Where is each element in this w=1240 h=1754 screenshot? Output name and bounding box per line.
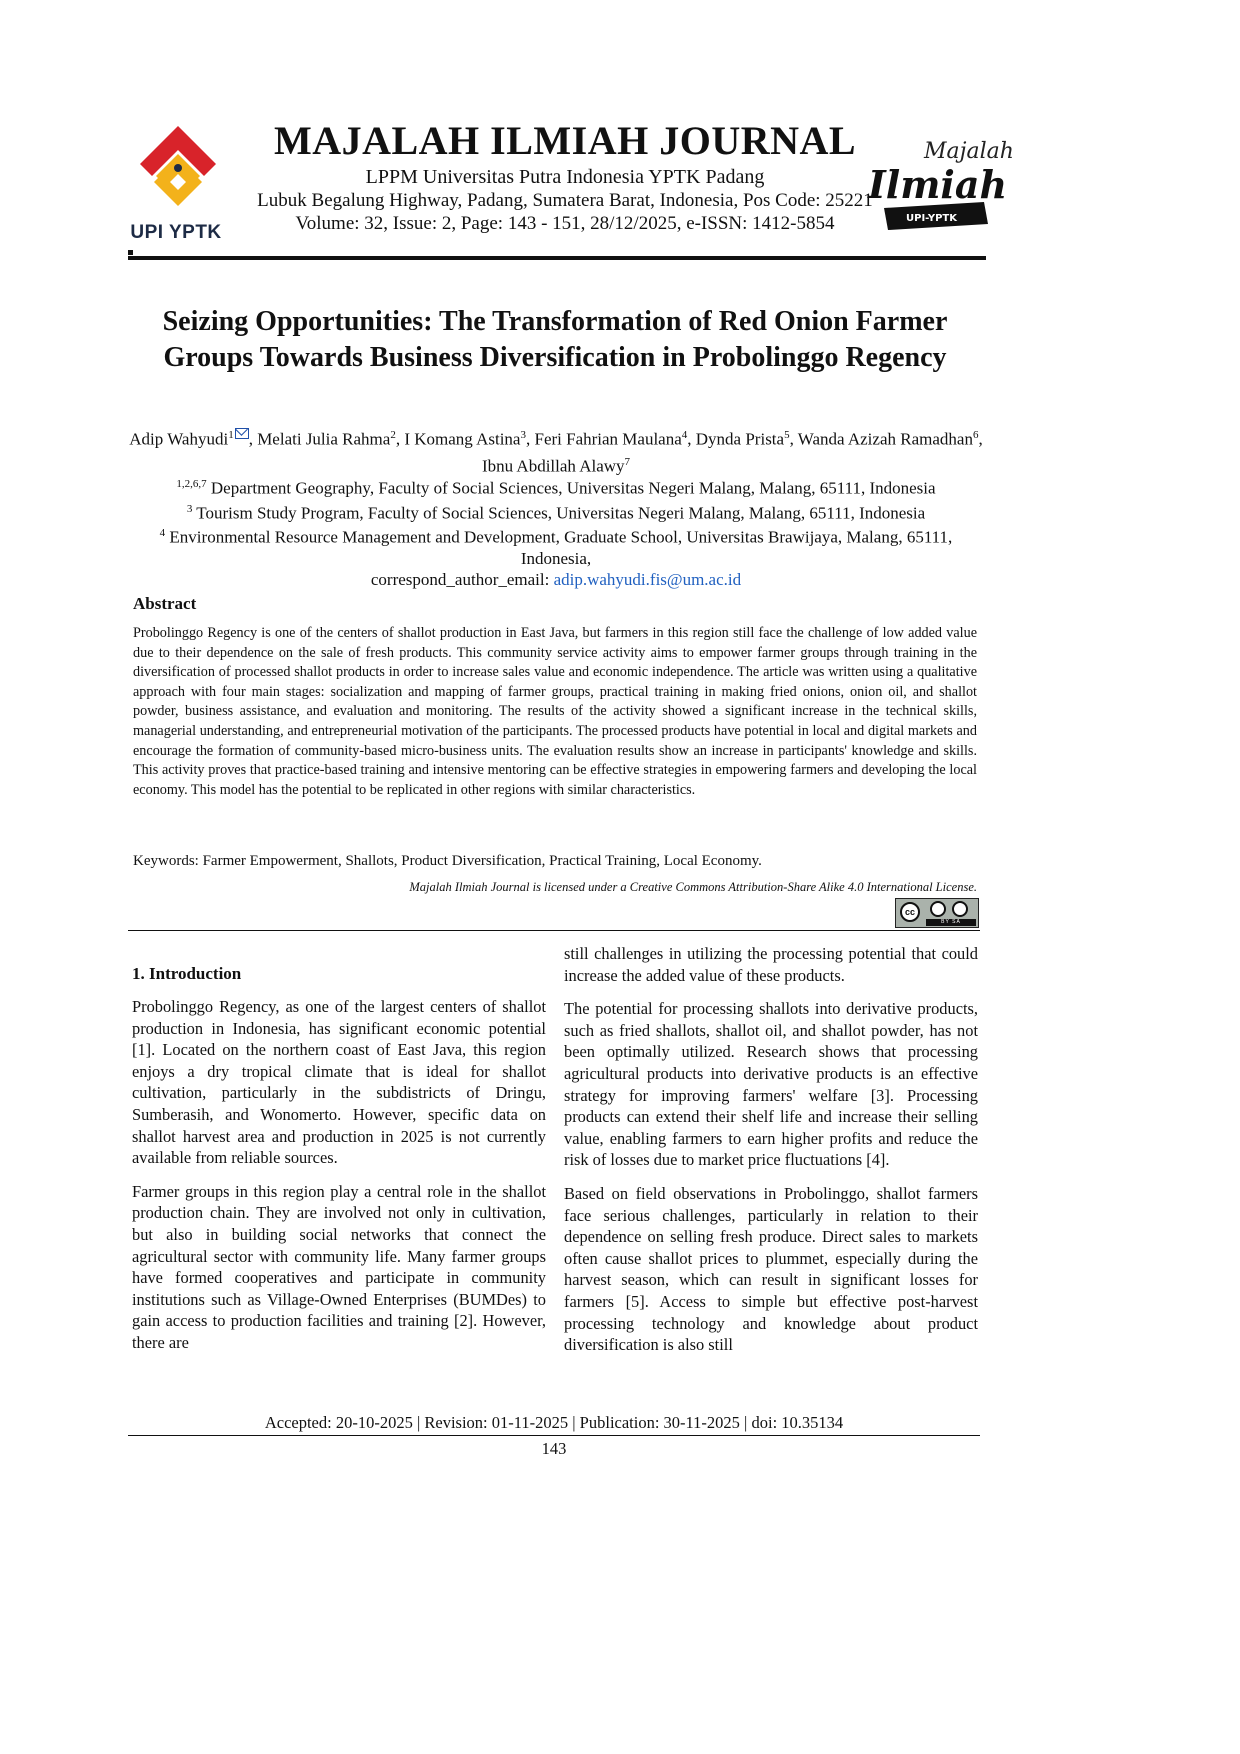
majalah-ilmiah-logo: [862, 128, 1014, 240]
upi-yptk-emblem-icon: [138, 124, 218, 210]
journal-volume-line: Volume: 32, Issue: 2, Page: 143 - 151, 28/12/2025, e-ISSN: 1412-5854: [295, 213, 835, 234]
author-5-sup: 5: [784, 429, 790, 441]
header-rule: [128, 256, 986, 260]
paragraph: Probolinggo Regency, as one of the largest centers of shallot production in Indonesia, has significant economic potential [1]. Located on the northern coast of East Java, this region enjoys a dry tropical climate that is ideal for shallot cultivation, particularly in the subdistricts of Dringu, Sumberasih, and Wonomerto. However, specific data on shallot harvest area and production in 2025 is not currently available from reliable sources.: [132, 997, 546, 1168]
paragraph: The potential for processing shallots into derivative products, such as fried shallots, shallot oil, and shallot powder, has not been optimally utilized. Research shows that processing agricultural products into derivative products is an effective strategy for improving farmers' welfare [3]. Processing products can extend their shelf life and increase their selling value, enabling farmers to earn higher profits and reduce the risk of losses due to market price fluctuations [4].: [564, 999, 978, 1170]
body-column-right: [564, 943, 978, 1368]
corresponding-email-link[interactable]: adip.wahyudi.fis@um.ac.id: [553, 569, 742, 589]
abstract-heading: Abstract: [133, 594, 197, 613]
license-statement[interactable]: Majalah Ilmiah Journal is licensed under a Creative Commons Attribution-Share Alike 4.0 International License.: [409, 880, 977, 894]
affiliation-2: [126, 499, 986, 524]
header-rule-dot: [128, 250, 133, 255]
paragraph: Based on field observations in Probolinggo, shallot farmers face serious challenges, particularly in relation to their dependence on selling fresh produce. Direct sales to markets often cause shallot prices to plummet, especially during the harvest season, which can result in significant losses for farmers [5]. Access to simple but effective post-harvest processing technology and knowledge about product diversification is also still: [564, 1183, 978, 1355]
author-3: , I Komang Astina: [395, 429, 521, 449]
journal-title: MAJALAH ILMIAH JOURNAL: [273, 118, 857, 163]
body-column-left: [132, 996, 546, 1366]
envelope-icon[interactable]: [235, 428, 249, 439]
author-3-sup: 3: [520, 429, 526, 441]
page-number: 143: [541, 1439, 567, 1458]
svg-text:UPI-YPTK: UPI-YPTK: [906, 213, 957, 224]
svg-text:Ilmiah: Ilmiah: [868, 162, 1008, 207]
author-6-sup: 6: [972, 429, 979, 441]
journal-address: Lubuk Begalung Highway, Padang, Sumatera Barat, Indonesia, Pos Code: 25221: [257, 190, 873, 211]
upi-yptk-logo: [116, 124, 236, 252]
author-4: , Feri Fahrian Maulana: [525, 429, 682, 449]
paper-title: [110, 304, 1000, 376]
author-2-sup: 2: [390, 429, 396, 441]
affiliation-2-sup: 3: [186, 502, 193, 515]
journal-institution: LPPM Universitas Putra Indonesia YPTK Padang: [365, 166, 765, 188]
affiliation-1: [126, 474, 986, 499]
paper-title-line-2: Groups Towards Business Diversification in Probolinggo Regency: [163, 342, 947, 373]
author-7-sup: 7: [624, 455, 631, 468]
author-2: , Melati Julia Rahma: [248, 429, 391, 449]
affiliation-1-sup: 1,2,6,7: [176, 478, 207, 490]
affiliation-2-text: Tourism Study Program, Faculty of Social Sciences, Universitas Negeri Malang, Malang, 65111, Indonesia: [192, 503, 926, 523]
publication-dates: Accepted: 20-10-2025 | Revision: 01-11-2025 | Publication: 30-11-2025 | doi: 10.35134: [264, 1413, 844, 1432]
affiliation-3-text: Environmental Resource Management and Development, Graduate School, Universitas Brawijaya, Malang, 65111, Indonesia,: [165, 527, 953, 568]
paragraph: still challenges in utilizing the processing potential that could increase the added value of these products.: [564, 944, 978, 985]
cc-by-sa-badge[interactable]: [895, 898, 979, 928]
affiliation-3-sup: 4: [159, 527, 166, 540]
author-5: , Dynda Prista: [687, 429, 785, 449]
affiliations: [126, 474, 986, 590]
author-1-sup: 1: [228, 429, 234, 441]
paper-title-line-1: Seizing Opportunities: The Transformation of Red Onion Farmer: [162, 306, 948, 337]
author-1: Adip Wahyudi: [129, 429, 229, 449]
author-7: , Ibnu Abdillah Alawy: [481, 429, 983, 476]
abstract-divider: [128, 930, 980, 931]
email-label: correspond_author_email:: [370, 569, 554, 589]
affiliation-3: [126, 523, 986, 569]
left-logo-text: UPI YPTK: [130, 222, 222, 243]
affiliation-1-text: Department Geography, Faculty of Social Sciences, Universitas Negeri Malang, Malang, 65111, Indonesia: [206, 478, 936, 498]
correspondence-line: [126, 569, 986, 590]
author-list: [126, 424, 986, 477]
paragraph: Farmer groups in this region play a central role in the shallot production chain. They are involved not only in cultivation, but also in building social networks that connect the agricultural sector with community life. Many farmer groups have formed cooperatives and participate in community institutions such as Village-Owned Enterprises (BUMDes) to gain access to production facilities and training [2]. However, there are: [132, 1181, 546, 1352]
author-4-sup: 4: [681, 429, 688, 441]
attribution-icon: [930, 901, 946, 917]
journal-masthead: [240, 118, 890, 235]
abstract-text: Probolinggo Regency is one of the centers of shallot production in East Java, but farmers in this region still face the challenge of low added value due to their dependence on the sale of fresh products. This community service activity aims to empower farmer groups through training in the diversification of processed shallot products in order to increase sales value and economic independence. The article was written using a qualitative approach with four main stages: socialization and mapping of farmer groups, practical training in making fried onions, onion oil, and shallot powder, business assistance, and evaluation and monitoring. The results of the activity showed a significant increase in the technical skills, managerial understanding, and entrepreneurial motivation of the participants. The processed products have potential in local and digital markets and encourage the formation of community-based micro-business units. The evaluation results show an increase in participants' knowledge and skills. This activity proves that practice-based training and intensive mentoring can be effective strategies in empowering farmers and developing the local economy. This model has the potential to be replicated in other regions with similar characteristics.: [133, 625, 977, 798]
share-alike-icon: [952, 901, 968, 917]
author-6: , Wanda Azizah Ramadhan: [789, 429, 973, 449]
footer-rule: [128, 1435, 980, 1436]
majalah-ilmiah-logo-icon: [862, 128, 1014, 240]
keywords: Keywords: Farmer Empowerment, Shallots, Product Diversification, Practical Training, Local Economy.: [133, 853, 762, 869]
cc-badge-label: BY SA: [926, 919, 976, 926]
svg-text:Majalah: Majalah: [924, 139, 1014, 164]
section-heading-introduction: 1. Introduction: [132, 964, 242, 983]
cc-icon: cc: [900, 902, 920, 922]
